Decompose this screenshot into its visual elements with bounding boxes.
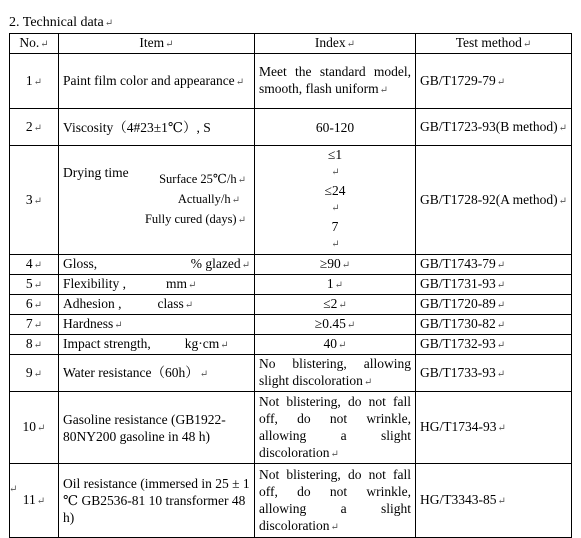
- cell-method: HG/T1734-93↵: [416, 392, 572, 464]
- drying-time-label: Drying time: [63, 165, 129, 180]
- end-paragraph-mark: ↵: [9, 484, 18, 495]
- cell-no: 8↵: [10, 335, 59, 355]
- table-row: [10, 275, 572, 295]
- index-actual: ≤24 ↵: [324, 183, 346, 214]
- table-header-row: [10, 34, 572, 54]
- cell-index: Not blistering, do not fall off, do not wrinkle, allowing a slight discoloration↵: [255, 392, 416, 464]
- cell-method: HG/T3343-85↵: [416, 464, 572, 538]
- table-row: [10, 355, 572, 392]
- cell-index: 1↵: [255, 275, 416, 295]
- paragraph-mark: ↵: [104, 18, 114, 29]
- cell-no: 9↵: [10, 355, 59, 392]
- cell-index: 40↵: [255, 335, 416, 355]
- drying-actual-label: Actually/h↵: [177, 192, 240, 206]
- table-row: [10, 295, 572, 315]
- header-item: Item↵: [59, 34, 255, 54]
- cell-method: GB/T1732-93↵: [416, 335, 572, 355]
- cell-index: 60-120: [255, 109, 416, 146]
- cell-no: 7↵: [10, 315, 59, 335]
- cell-method: GB/T1730-82↵: [416, 315, 572, 335]
- cell-no: 2↵: [10, 109, 59, 146]
- table-row: [10, 109, 572, 146]
- cell-no: 3↵: [10, 146, 59, 255]
- cell-method: GB/T1733-93↵: [416, 355, 572, 392]
- table-row: [10, 392, 572, 464]
- table-row: [10, 146, 572, 255]
- cell-item: Gasoline resistance (GB1922-80NY200 gasoline in 48 h): [59, 392, 255, 464]
- cell-item: Viscosity（4#23±1℃）, S: [59, 109, 255, 146]
- cell-method: GB/T1723-93(B method)↵: [416, 109, 572, 146]
- cell-item: Hardness↵: [59, 315, 255, 335]
- cell-item: Impact strength, kg·cm↵: [59, 335, 255, 355]
- cell-method: GB/T1743-79↵: [416, 255, 572, 275]
- cell-item: Paint film color and appearance↵: [59, 54, 255, 109]
- index-full: 7 ↵: [331, 219, 340, 250]
- cell-method: GB/T1728-92(A method)↵: [416, 146, 572, 255]
- index-surface: ≤1 ↵: [327, 147, 343, 178]
- table-row: [10, 464, 572, 538]
- heading-text: 2. Technical data: [9, 15, 104, 30]
- cell-method: GB/T1720-89↵: [416, 295, 572, 315]
- cell-index: ≥0.45↵: [255, 315, 416, 335]
- table-row: [10, 315, 572, 335]
- header-no: No.↵: [10, 34, 59, 54]
- technical-data-table: [9, 33, 572, 538]
- header-index: Index↵: [255, 34, 416, 54]
- cell-no: 10↵: [10, 392, 59, 464]
- header-test-method: Test method↵: [416, 34, 572, 54]
- cell-no: 5↵: [10, 275, 59, 295]
- cell-index: Not blistering, do not fall off, do not wrinkle, allowing a slight discoloration↵: [255, 464, 416, 538]
- table-row: [10, 54, 572, 109]
- cell-item: Water resistance（60h）↵: [59, 355, 255, 392]
- cell-item: Flexibility , mm↵: [59, 275, 255, 295]
- cell-no: 11↵: [10, 464, 59, 538]
- table-row: [10, 255, 572, 275]
- cell-item: Oil resistance (immersed in 25 ± 1 ℃ GB2536-81 10 transformer 48 h): [59, 464, 255, 538]
- cell-index: [255, 146, 416, 255]
- cell-index: ≥90↵: [255, 255, 416, 275]
- drying-surface-label: Surface 25℃/h↵: [159, 172, 246, 186]
- cell-no: 1↵: [10, 54, 59, 109]
- cell-item: [59, 146, 255, 255]
- cell-method: GB/T1731-93↵: [416, 275, 572, 295]
- cell-no: 4↵: [10, 255, 59, 275]
- cell-method: GB/T1729-79↵: [416, 54, 572, 109]
- cell-index: No blistering, allowing slight discoloration↵: [255, 355, 416, 392]
- cell-no: 6↵: [10, 295, 59, 315]
- table-row: [10, 335, 572, 355]
- cell-item: Adhesion , class↵: [59, 295, 255, 315]
- cell-item: Gloss, % glazed↵: [59, 255, 255, 275]
- cell-index: ≤2↵: [255, 295, 416, 315]
- drying-full-label: Fully cured (days)↵: [144, 212, 246, 226]
- section-heading: [9, 14, 113, 32]
- cell-index: Meet the standard model, smooth, flash uniform↵: [255, 54, 416, 109]
